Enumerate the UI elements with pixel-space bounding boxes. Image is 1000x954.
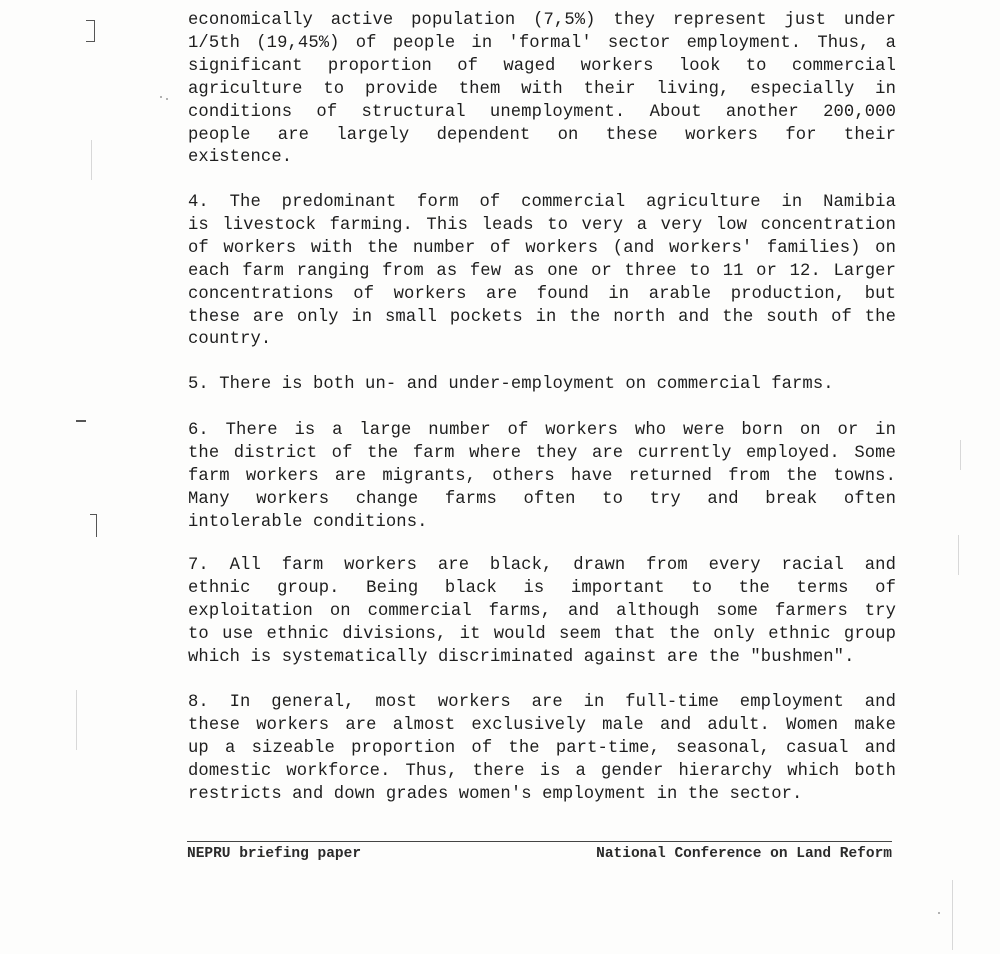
margin-dash-mark xyxy=(76,420,86,422)
scan-artifact-line xyxy=(958,535,959,575)
text-line: exploitation on commercial farms, and although some farmers try xyxy=(188,601,896,621)
footer-left-text: NEPRU briefing paper xyxy=(187,846,362,862)
scan-speck xyxy=(938,912,940,914)
text-line: conditions of structural unemployment. About another 200,000 xyxy=(188,102,896,122)
text-line: of workers with the number of workers (and workers' families) on xyxy=(188,238,896,258)
text-line: people are largely dependent on these workers for their xyxy=(188,125,896,145)
text-line: country. xyxy=(188,330,272,350)
scan-artifact-line xyxy=(952,880,953,950)
text-line: economically active population (7,5%) they represent just under xyxy=(188,11,896,30)
text-line: 5. There is both un- and under-employment on commercial farms. xyxy=(188,375,834,394)
text-line: each farm ranging from as few as one or three to 11 or 12. Larger xyxy=(188,261,896,281)
text-line: ethnic group. Being black is important to the terms of xyxy=(188,578,896,598)
text-line: to use ethnic divisions, it would seem that the only ethnic group xyxy=(188,624,896,644)
text-line: 4. The predominant form of commercial agriculture in Namibia xyxy=(188,193,896,212)
paragraph-6 xyxy=(188,420,896,535)
scan-speck xyxy=(166,98,168,100)
margin-bracket-mark xyxy=(90,514,97,537)
text-line: these workers are almost exclusively male and adult. Women make xyxy=(188,715,896,735)
text-line: these are only in small pockets in the north and the south of the xyxy=(188,307,896,327)
text-line: restricts and down grades women's employment in the sector. xyxy=(188,784,803,804)
scan-speck xyxy=(160,96,162,98)
text-line: domestic workforce. Thus, there is a gender hierarchy which both xyxy=(188,761,896,781)
text-line: which is systematically discriminated against are the "bushmen". xyxy=(188,647,855,667)
paragraph-continuation xyxy=(188,10,896,170)
scan-artifact-line xyxy=(960,440,961,470)
paragraph-5 xyxy=(188,374,896,397)
margin-bracket-mark xyxy=(86,20,95,42)
footer-right-text: National Conference on Land Reform xyxy=(596,846,892,862)
text-line: concentrations of workers are found in arable production, but xyxy=(188,284,896,304)
paragraph-8 xyxy=(188,692,896,807)
text-line: intolerable conditions. xyxy=(188,512,428,532)
text-line: agriculture to provide them with their living, especially in xyxy=(188,79,896,99)
text-line: 1/5th (19,45%) of people in 'formal' sector employment. Thus, a xyxy=(188,33,896,53)
text-line: 7. All farm workers are black, drawn from every racial and xyxy=(188,556,896,575)
text-line: significant proportion of waged workers look to commercial xyxy=(188,56,896,76)
text-line: up a sizeable proportion of the part-time, seasonal, casual and xyxy=(188,738,896,758)
text-line: 6. There is a large number of workers who were born on or in xyxy=(188,421,896,440)
text-line: is livestock farming. This leads to very a very low concentration xyxy=(188,215,896,235)
footer-rule xyxy=(187,841,892,842)
scan-artifact-line xyxy=(91,140,92,180)
text-line: the district of the farm where they are currently employed. Some xyxy=(188,443,896,463)
paragraph-4 xyxy=(188,192,896,352)
text-line: Many workers change farms often to try and break often xyxy=(188,489,896,509)
paragraph-7 xyxy=(188,555,896,670)
text-line: existence. xyxy=(188,148,293,168)
scan-artifact-line xyxy=(76,690,77,750)
text-line: 8. In general, most workers are in full-time employment and xyxy=(188,693,896,712)
text-line: farm workers are migrants, others have returned from the towns. xyxy=(188,466,896,486)
